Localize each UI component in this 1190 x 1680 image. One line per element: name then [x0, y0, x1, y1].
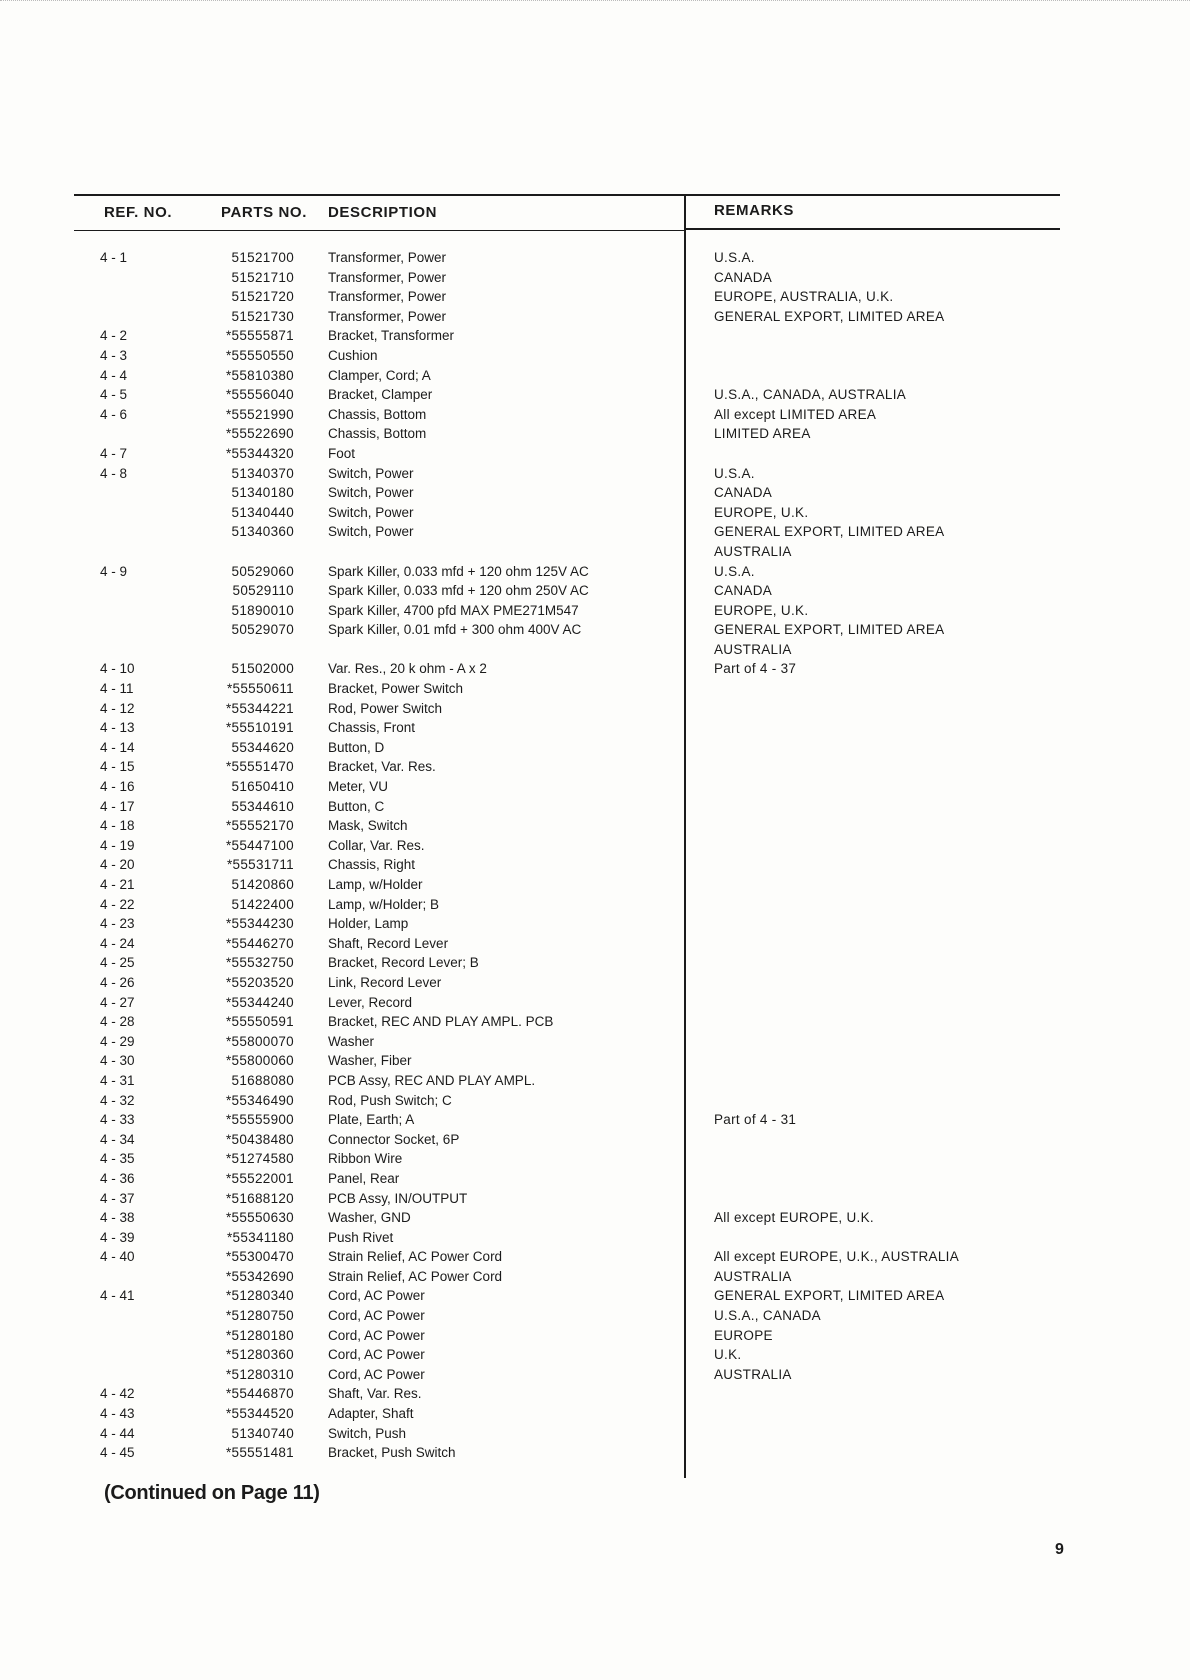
- table-row: [0, 836, 1190, 856]
- table-row: [0, 1012, 1190, 1032]
- header-remarks: REMARKS: [714, 202, 795, 219]
- ref-no-cell: 4 - 22: [100, 896, 135, 912]
- remarks-cell: AUSTRALIA: [714, 1366, 792, 1382]
- page-number: 9: [1055, 1541, 1064, 1558]
- description-cell: Clamper, Cord; A: [328, 367, 431, 383]
- parts-no-cell: 50529060: [231, 563, 294, 579]
- parts-no-cell: *51688120: [225, 1190, 294, 1206]
- ref-no-cell: 4 - 32: [100, 1092, 135, 1108]
- parts-no-cell: *55552170: [225, 818, 294, 834]
- table-row: [0, 738, 1190, 758]
- header-description: DESCRIPTION: [328, 204, 438, 221]
- ref-no-cell: 4 - 39: [100, 1229, 135, 1245]
- parts-no-cell: *55344230: [225, 916, 294, 932]
- description-cell: Strain Relief, AC Power Cord: [328, 1249, 503, 1265]
- description-cell: Meter, VU: [328, 779, 389, 795]
- parts-no-cell: *55550630: [225, 1210, 294, 1226]
- description-cell: Panel, Rear: [328, 1170, 400, 1186]
- description-cell: Cord, AC Power: [328, 1327, 425, 1343]
- ref-no-cell: 4 - 12: [100, 700, 135, 716]
- remarks-cell: EUROPE, AUSTRALIA, U.K.: [714, 289, 894, 305]
- description-cell: Spark Killer, 0.033 mfd + 120 ohm 125V AC: [328, 563, 589, 579]
- table-row: [0, 1365, 1190, 1385]
- parts-no-cell: 51340370: [231, 465, 294, 481]
- parts-no-cell: *55556040: [225, 387, 294, 403]
- table-row: [0, 855, 1190, 875]
- parts-no-cell: 55344620: [231, 739, 294, 755]
- scan-artifact-top: [0, 0, 1190, 5]
- ref-no-cell: 4 - 5: [100, 387, 128, 403]
- description-cell: Washer, Fiber: [328, 1053, 412, 1069]
- table-row: [0, 1208, 1190, 1228]
- parts-no-cell: *51280750: [225, 1308, 294, 1324]
- table-row: [0, 287, 1190, 307]
- description-cell: Lamp, w/Holder: [328, 877, 423, 892]
- description-cell: Plate, Earth; A: [328, 1112, 415, 1128]
- parts-no-cell: 51420860: [231, 877, 294, 892]
- parts-no-cell: 51340740: [231, 1425, 294, 1441]
- header-bottom-rule-right: [686, 228, 1060, 230]
- table-row: [0, 718, 1190, 738]
- table-row: [0, 1345, 1190, 1365]
- table-row: [0, 503, 1190, 523]
- table-row: [0, 679, 1190, 699]
- description-cell: Switch, Push: [328, 1425, 407, 1441]
- parts-no-cell: *55342690: [225, 1268, 294, 1284]
- parts-no-cell: 51502000: [231, 661, 294, 677]
- parts-no-cell: *55551481: [225, 1445, 294, 1461]
- description-cell: Push Rivet: [328, 1229, 394, 1245]
- parts-no-cell: *55203520: [225, 974, 294, 990]
- ref-no-cell: 4 - 43: [100, 1406, 135, 1422]
- parts-table-body: [0, 248, 1190, 1463]
- table-row: [0, 248, 1190, 268]
- description-cell: Chassis, Bottom: [328, 406, 427, 422]
- table-row: [0, 816, 1190, 836]
- remarks-cell: U.S.A.: [714, 465, 755, 481]
- parts-no-cell: 51340180: [231, 485, 294, 501]
- table-row: [0, 1091, 1190, 1111]
- parts-no-cell: 50529110: [232, 583, 294, 599]
- parts-no-cell: *55800060: [225, 1053, 294, 1069]
- parts-no-cell: *55522001: [225, 1170, 294, 1186]
- description-cell: Transformer, Power: [328, 269, 447, 285]
- remarks-cell: All except LIMITED AREA: [714, 406, 877, 422]
- table-row: [0, 1306, 1190, 1326]
- ref-no-cell: 4 - 11: [100, 681, 134, 697]
- remarks-cell: GENERAL EXPORT, LIMITED AREA: [714, 1288, 945, 1304]
- table-row: [0, 875, 1190, 895]
- ref-no-cell: 4 - 9: [100, 563, 128, 579]
- description-cell: Cord, AC Power: [328, 1347, 425, 1363]
- parts-no-cell: 51340440: [231, 504, 294, 520]
- table-row: [0, 1228, 1190, 1248]
- ref-no-cell: 4 - 29: [100, 1033, 135, 1049]
- parts-no-cell: *55446870: [225, 1386, 294, 1402]
- parts-no-cell: *55300470: [225, 1249, 294, 1265]
- ref-no-cell: 4 - 27: [100, 994, 135, 1010]
- ref-no-cell: 4 - 28: [100, 1014, 135, 1030]
- ref-no-cell: 4 - 38: [100, 1210, 135, 1226]
- ref-no-cell: 4 - 34: [100, 1131, 135, 1147]
- ref-no-cell: 4 - 45: [100, 1445, 135, 1461]
- parts-no-cell: *55344240: [225, 994, 294, 1010]
- parts-no-cell: *55551470: [225, 759, 294, 775]
- table-row: [0, 1384, 1190, 1404]
- table-row: [0, 1051, 1190, 1071]
- table-row: [0, 1189, 1190, 1209]
- parts-no-cell: 51521730: [231, 308, 294, 324]
- description-cell: Var. Res., 20 k ohm - A x 2: [328, 661, 487, 677]
- description-cell: Collar, Var. Res.: [328, 837, 425, 853]
- table-row: [0, 405, 1190, 425]
- ref-no-cell: 4 - 1: [100, 250, 128, 265]
- table-row: [0, 444, 1190, 464]
- parts-no-cell: 51521710: [231, 269, 294, 285]
- ref-no-cell: 4 - 42: [100, 1386, 135, 1402]
- ref-no-cell: 4 - 10: [100, 661, 135, 677]
- table-row: [0, 326, 1190, 346]
- parts-no-cell: *50438480: [225, 1131, 294, 1147]
- description-cell: Chassis, Front: [328, 720, 416, 736]
- table-row: [0, 1032, 1190, 1052]
- table-row: [0, 424, 1190, 444]
- description-cell: Bracket, Clamper: [328, 387, 433, 403]
- remarks-cell: EUROPE, U.K.: [714, 504, 809, 520]
- ref-no-cell: 4 - 41: [100, 1288, 135, 1304]
- remarks-cell: GENERAL EXPORT, LIMITED AREA: [714, 308, 945, 324]
- remarks-cell: EUROPE, U.K.: [714, 602, 809, 618]
- description-cell: Bracket, Record Lever; B: [328, 955, 479, 971]
- description-cell: Button, D: [328, 739, 385, 755]
- table-row: [0, 699, 1190, 719]
- table-row: [0, 346, 1190, 366]
- parts-no-cell: *51280360: [225, 1347, 294, 1363]
- parts-no-cell: *55555900: [225, 1112, 294, 1128]
- table-row: [0, 1071, 1190, 1091]
- table-row: [0, 777, 1190, 797]
- description-cell: PCB Assy, IN/OUTPUT: [328, 1190, 468, 1206]
- description-cell: Switch, Power: [328, 465, 414, 481]
- description-cell: Bracket, Transformer: [328, 328, 455, 344]
- ref-no-cell: 4 - 20: [100, 857, 135, 873]
- remarks-cell: AUSTRALIA: [714, 543, 792, 559]
- header-ref-no: REF. NO.: [104, 204, 173, 221]
- table-row: [0, 385, 1190, 405]
- remarks-cell: GENERAL EXPORT, LIMITED AREA: [714, 524, 945, 540]
- table-row: [0, 1267, 1190, 1287]
- table-row: [0, 993, 1190, 1013]
- description-cell: Transformer, Power: [328, 289, 447, 305]
- ref-no-cell: 4 - 24: [100, 935, 135, 951]
- description-cell: Transformer, Power: [328, 308, 447, 324]
- ref-no-cell: 4 - 18: [100, 818, 135, 834]
- remarks-cell: U.K.: [714, 1347, 742, 1363]
- table-row: [0, 659, 1190, 679]
- description-cell: Washer, GND: [328, 1210, 411, 1226]
- ref-no-cell: 4 - 2: [100, 328, 128, 344]
- parts-no-cell: 51521720: [231, 289, 294, 305]
- parts-no-cell: *51280340: [225, 1288, 294, 1304]
- table-row: [0, 914, 1190, 934]
- table-row: [0, 1110, 1190, 1130]
- ref-no-cell: 4 - 35: [100, 1151, 135, 1167]
- table-row: [0, 640, 1190, 660]
- ref-no-cell: 4 - 36: [100, 1170, 135, 1186]
- remarks-cell: CANADA: [714, 583, 773, 599]
- parts-no-cell: 51521700: [231, 250, 294, 265]
- remarks-cell: CANADA: [714, 485, 773, 501]
- description-cell: Washer: [328, 1033, 375, 1049]
- table-row: [0, 1424, 1190, 1444]
- parts-no-cell: *55800070: [225, 1033, 294, 1049]
- remarks-cell: All except EUROPE, U.K., AUSTRALIA: [714, 1249, 960, 1265]
- parts-no-cell: *55550550: [225, 347, 294, 363]
- description-cell: Chassis, Bottom: [328, 426, 427, 442]
- table-row: [0, 1247, 1190, 1267]
- remarks-cell: U.S.A., CANADA: [714, 1308, 821, 1324]
- ref-no-cell: 4 - 21: [100, 877, 135, 892]
- description-cell: Switch, Power: [328, 524, 414, 540]
- table-row: [0, 620, 1190, 640]
- parts-no-cell: *55522690: [225, 426, 294, 442]
- remarks-cell: U.S.A.: [714, 250, 755, 265]
- parts-no-cell: *55531711: [226, 857, 294, 873]
- parts-no-cell: *55521990: [225, 406, 294, 422]
- description-cell: Button, C: [328, 798, 385, 814]
- description-cell: PCB Assy, REC AND PLAY AMPL.: [328, 1072, 536, 1088]
- description-cell: Strain Relief, AC Power Cord: [328, 1268, 503, 1284]
- ref-no-cell: 4 - 30: [100, 1053, 135, 1069]
- description-cell: Adapter, Shaft: [328, 1406, 414, 1422]
- ref-no-cell: 4 - 3: [100, 347, 128, 363]
- ref-no-cell: 4 - 44: [100, 1425, 135, 1441]
- remarks-cell: Part of 4 - 37: [714, 661, 797, 677]
- ref-no-cell: 4 - 33: [100, 1112, 135, 1128]
- description-cell: Switch, Power: [328, 504, 414, 520]
- description-cell: Spark Killer, 0.033 mfd + 120 ohm 250V AC: [328, 583, 589, 599]
- remarks-cell: CANADA: [714, 269, 773, 285]
- description-cell: Switch, Power: [328, 485, 414, 501]
- ref-no-cell: 4 - 8: [100, 465, 128, 481]
- parts-no-cell: *55344520: [225, 1406, 294, 1422]
- description-cell: Connector Socket, 6P: [328, 1131, 460, 1147]
- description-cell: Ribbon Wire: [328, 1151, 403, 1167]
- description-cell: Rod, Push Switch; C: [328, 1092, 452, 1108]
- parts-no-cell: 51890010: [231, 602, 294, 618]
- ref-no-cell: 4 - 16: [100, 779, 135, 795]
- table-row: [0, 601, 1190, 621]
- table-row: [0, 1286, 1190, 1306]
- table-row: [0, 757, 1190, 777]
- parts-no-cell: *55344221: [225, 700, 294, 716]
- table-row: [0, 1404, 1190, 1424]
- ref-no-cell: 4 - 14: [100, 739, 135, 755]
- parts-no-cell: 51650410: [231, 779, 294, 795]
- ref-no-cell: 4 - 23: [100, 916, 135, 932]
- parts-no-cell: *51274580: [225, 1151, 294, 1167]
- parts-no-cell: *55346490: [225, 1092, 294, 1108]
- parts-no-cell: *55447100: [225, 837, 294, 853]
- parts-no-cell: *51280180: [225, 1327, 294, 1343]
- table-row: [0, 1169, 1190, 1189]
- table-row: [0, 797, 1190, 817]
- description-cell: Lamp, w/Holder; B: [328, 896, 440, 912]
- remarks-cell: AUSTRALIA: [714, 1268, 792, 1284]
- parts-no-cell: *55550611: [226, 681, 294, 697]
- parts-no-cell: 55344610: [231, 798, 294, 814]
- continued-note: (Continued on Page 11): [104, 1482, 320, 1504]
- ref-no-cell: 4 - 31: [100, 1072, 135, 1088]
- table-row: [0, 562, 1190, 582]
- ref-no-cell: 4 - 7: [100, 445, 128, 461]
- ref-no-cell: 4 - 26: [100, 974, 135, 990]
- description-cell: Mask, Switch: [328, 818, 408, 834]
- description-cell: Cushion: [328, 347, 378, 363]
- table-row: [0, 483, 1190, 503]
- description-cell: Bracket, REC AND PLAY AMPL. PCB: [328, 1014, 554, 1030]
- table-row: [0, 1326, 1190, 1346]
- parts-no-cell: *55341180: [226, 1229, 294, 1245]
- description-cell: Cord, AC Power: [328, 1308, 425, 1324]
- ref-no-cell: 4 - 17: [100, 798, 135, 814]
- ref-no-cell: 4 - 15: [100, 759, 135, 775]
- header-bottom-rule-left: [74, 230, 684, 231]
- remarks-cell: AUSTRALIA: [714, 641, 792, 657]
- description-cell: Link, Record Lever: [328, 974, 442, 990]
- parts-no-cell: *55532750: [225, 955, 294, 971]
- description-cell: Shaft, Record Lever: [328, 935, 449, 951]
- parts-no-cell: 51688080: [231, 1072, 294, 1088]
- ref-no-cell: 4 - 25: [100, 955, 135, 971]
- table-row: [0, 895, 1190, 915]
- description-cell: Holder, Lamp: [328, 916, 409, 932]
- description-cell: Cord, AC Power: [328, 1366, 425, 1382]
- header-parts-no: PARTS NO.: [221, 204, 307, 221]
- parts-no-cell: *51280310: [225, 1366, 294, 1382]
- table-row: [0, 522, 1190, 542]
- parts-no-cell: *55344320: [225, 445, 294, 461]
- remarks-cell: U.S.A., CANADA, AUSTRALIA: [714, 387, 907, 403]
- table-row: [0, 973, 1190, 993]
- table-top-rule: [74, 194, 1060, 196]
- description-cell: Lever, Record: [328, 994, 413, 1010]
- remarks-cell: LIMITED AREA: [714, 426, 811, 442]
- description-cell: Spark Killer, 0.01 mfd + 300 ohm 400V AC: [328, 622, 582, 638]
- parts-no-cell: *55510191: [225, 720, 294, 736]
- ref-no-cell: 4 - 6: [100, 406, 128, 422]
- table-row: [0, 1443, 1190, 1463]
- table-row: [0, 1149, 1190, 1169]
- description-cell: Bracket, Push Switch: [328, 1445, 456, 1461]
- ref-no-cell: 4 - 40: [100, 1249, 135, 1265]
- remarks-cell: U.S.A.: [714, 563, 755, 579]
- description-cell: Bracket, Power Switch: [328, 681, 464, 697]
- table-row: [0, 464, 1190, 484]
- table-row: [0, 581, 1190, 601]
- description-cell: Transformer, Power: [328, 250, 447, 265]
- description-cell: Shaft, Var. Res.: [328, 1386, 422, 1402]
- remarks-cell: Part of 4 - 31: [714, 1112, 797, 1128]
- remarks-cell: EUROPE: [714, 1327, 773, 1343]
- description-cell: Bracket, Var. Res.: [328, 759, 436, 775]
- ref-no-cell: 4 - 37: [100, 1190, 135, 1206]
- table-row: [0, 1130, 1190, 1150]
- table-row: [0, 268, 1190, 288]
- description-cell: Cord, AC Power: [328, 1288, 425, 1304]
- remarks-cell: All except EUROPE, U.K.: [714, 1210, 874, 1226]
- table-row: [0, 953, 1190, 973]
- ref-no-cell: 4 - 13: [100, 720, 135, 736]
- ref-no-cell: 4 - 19: [100, 837, 135, 853]
- description-cell: Spark Killer, 4700 pfd MAX PME271M547: [328, 602, 579, 618]
- parts-no-cell: *55810380: [225, 367, 294, 383]
- table-row: [0, 542, 1190, 562]
- parts-no-cell: 51422400: [231, 896, 294, 912]
- table-row: [0, 307, 1190, 327]
- parts-no-cell: *55446270: [225, 935, 294, 951]
- parts-no-cell: *55555871: [225, 328, 294, 344]
- description-cell: Chassis, Right: [328, 857, 416, 873]
- parts-no-cell: 51340360: [231, 524, 294, 540]
- parts-no-cell: *55550591: [225, 1014, 294, 1030]
- ref-no-cell: 4 - 4: [100, 367, 128, 383]
- parts-no-cell: 50529070: [231, 622, 294, 638]
- remarks-cell: GENERAL EXPORT, LIMITED AREA: [714, 622, 945, 638]
- table-row: [0, 934, 1190, 954]
- description-cell: Foot: [328, 445, 356, 461]
- description-cell: Rod, Power Switch: [328, 700, 443, 716]
- table-row: [0, 366, 1190, 386]
